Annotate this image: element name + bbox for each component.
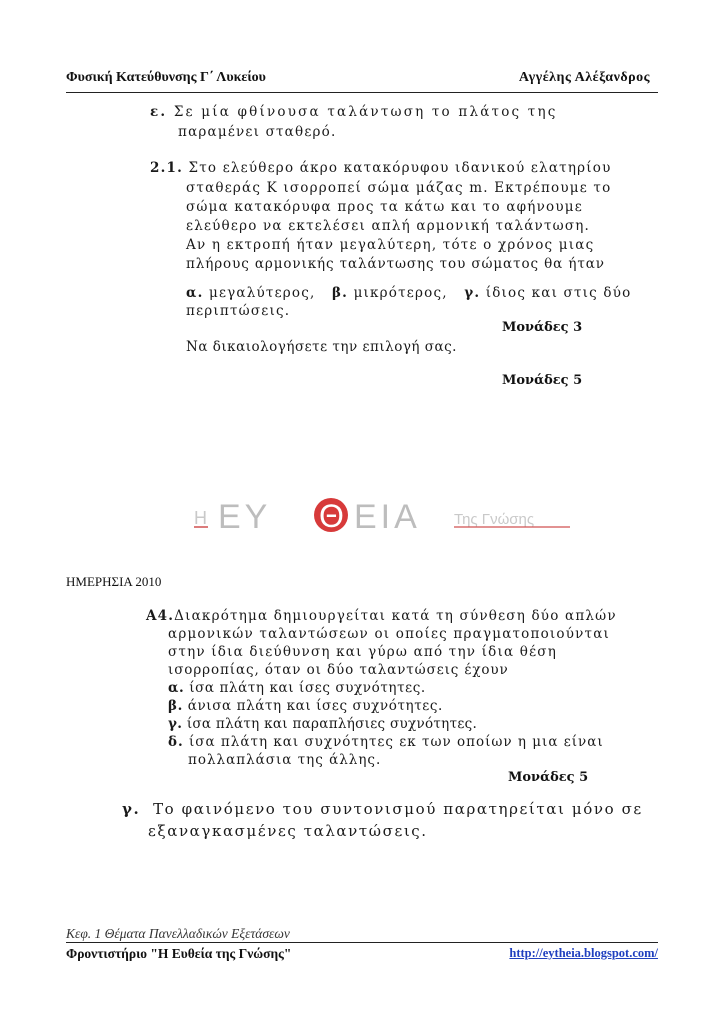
- option-c-label: γ.: [464, 285, 481, 301]
- a4-option-a-label: α.: [168, 680, 185, 696]
- footer-url-link[interactable]: http://eytheia.blogspot.com/: [509, 946, 658, 960]
- units-3: Μονάδες 3: [502, 320, 583, 335]
- logo-main-mid: Θ: [319, 498, 344, 534]
- question-2-1-line: Αν η εκτροπή ήταν μεγαλύτερη, τότε ο χρόνος μιας: [186, 237, 595, 253]
- question-2-1-line: πλήρους αρμονικής ταλάντωσης του σώματος θα ήταν: [186, 256, 605, 272]
- a4-option-d-label: δ.: [168, 734, 184, 750]
- header-subject: Φυσική Κατεύθυνσης Γ΄ Λυκείου: [66, 70, 266, 85]
- question-2-1-label: 2.1.: [150, 160, 183, 176]
- a4-units: Μονάδες 5: [508, 770, 589, 785]
- footer-chapter: Κεφ. 1 Θέματα Πανελλαδικών Εξετάσεων: [66, 926, 658, 943]
- options-line1: [186, 285, 631, 301]
- question-a4-line: αρμονικών ταλαντώσεων οι οποίες πραγματοποιούνται: [168, 626, 611, 642]
- item-e-label: ε.: [150, 104, 168, 120]
- question-2-1-line: ελεύθερο να εκτελέσει απλή αρμονική ταλάντωση.: [186, 218, 591, 234]
- logo-main-right: ΕΙΑ: [354, 498, 421, 534]
- page-header: [66, 70, 658, 93]
- header-author: Αγγέλης Αλέξανδρος: [518, 70, 650, 85]
- question-a4-label: A4.: [146, 608, 175, 624]
- question-a4-text: Διακρότημα δημιουργείται κατά τη σύνθεση δύο απλών: [174, 608, 617, 624]
- option-c-text: ίδιος και στις δύο: [485, 285, 632, 301]
- item-gamma-line2: εξαναγκασμένες ταλαντώσεις.: [148, 822, 428, 840]
- logo-prefix: Η: [194, 508, 207, 528]
- option-b-label: β.: [331, 285, 349, 301]
- option-a-label: α.: [186, 285, 204, 301]
- a4-option-a: [168, 680, 426, 696]
- a4-option-d-text: ίσα πλάτη και συχνότητες εκ των οποίων η μια είναι: [189, 734, 604, 750]
- justify-line: Να δικαιολογήσετε την επιλογή σας.: [186, 339, 457, 355]
- question-2-1-line: σταθεράς K ισορροπεί σώμα μάζας m. Εκτρέπουμε το: [186, 180, 612, 196]
- eytheia-logo: [190, 494, 580, 534]
- item-gamma-label: γ.: [122, 800, 141, 818]
- item-e-line1: [150, 104, 558, 120]
- a4-option-b-label: β.: [168, 698, 183, 714]
- question-2-1-line1: [150, 160, 611, 176]
- a4-option-b: [168, 698, 443, 714]
- a4-option-b-text: άνισα πλάτη και ίσες συχνότητες.: [187, 698, 443, 714]
- question-2-1-text: Στο ελεύθερο άκρο κατακόρυφου ιδανικού ελατηρίου: [188, 160, 612, 176]
- logo-main-left: ΕΥ: [218, 498, 272, 534]
- a4-option-d-line2: πολλαπλάσια της άλλης.: [188, 752, 382, 768]
- question-a4-line: στην ίδια διεύθυνση και γύρω από την ίδια θέση: [168, 644, 558, 660]
- item-gamma-text: Το φαινόμενο του συντονισμού παρατηρείται μόνο σε: [153, 800, 643, 818]
- a4-option-c: [168, 716, 477, 732]
- page-footer: [66, 946, 658, 964]
- logo-suffix: Της Γνώσης: [454, 511, 535, 528]
- item-gamma-line1: [122, 800, 643, 818]
- question-2-1-line: σώμα κατακόρυφα προς τα κάτω και το αφήνουμε: [186, 199, 583, 215]
- a4-option-a-text: ίσα πλάτη και ίσες συχνότητες.: [189, 680, 426, 696]
- footer-school: Φροντιστήριο "Η Ευθεία της Γνώσης": [66, 946, 292, 961]
- a4-option-c-text: ίσα πλάτη και παραπλήσιες συχνότητες.: [186, 716, 478, 732]
- a4-option-c-label: γ.: [168, 716, 183, 732]
- question-a4-line1: [146, 608, 617, 624]
- item-e-line2: παραμένει σταθερό.: [178, 124, 337, 140]
- item-e-text: Σε μία φθίνουσα ταλάντωση το πλάτος της: [173, 104, 558, 120]
- option-a-text: μεγαλύτερος,: [209, 285, 316, 301]
- option-b-text: μικρότερος,: [353, 285, 448, 301]
- section-label: ΗΜΕΡΗΣΙΑ 2010: [66, 574, 162, 589]
- question-a4-line: ισορροπίας, όταν οι δύο ταλαντώσεις έχουν: [168, 662, 509, 678]
- a4-option-d: [168, 734, 604, 750]
- units-5: Μονάδες 5: [502, 373, 583, 388]
- options-line2: περιπτώσεις.: [186, 303, 291, 319]
